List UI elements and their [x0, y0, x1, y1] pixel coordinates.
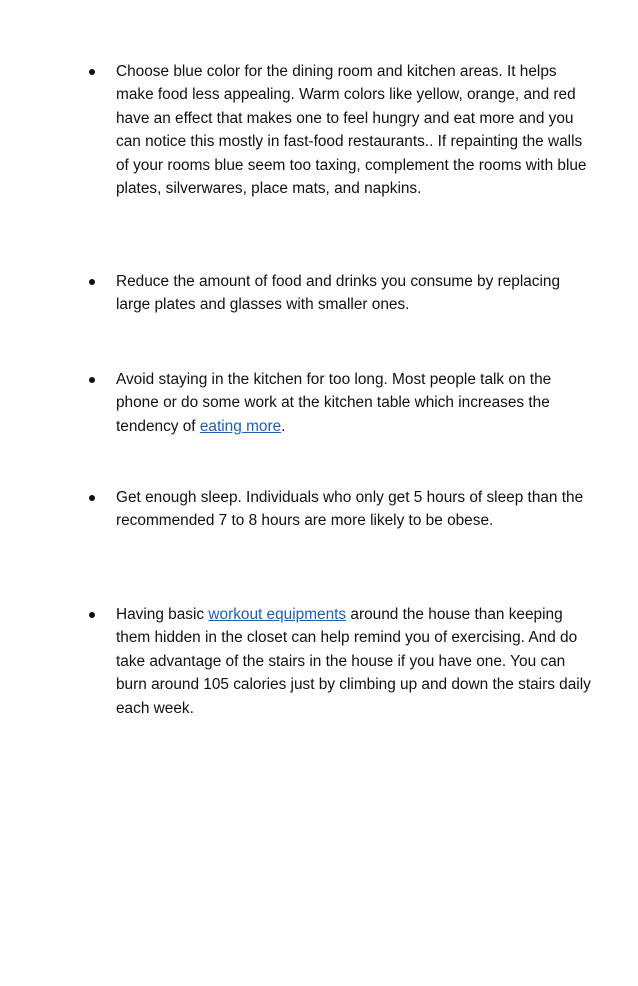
bullet-icon [89, 69, 95, 75]
bullet-text [116, 60, 596, 200]
bullet-text [116, 603, 596, 720]
bullet-text-after-link: around the house than keeping them hidden in the closet can help remind you of exercising. And do take advantage of the stairs in the house if you have one. You can burn around 105 calories just by climbing up and down the stairs daily each week. [116, 606, 591, 717]
bullet-text-content: Get enough sleep. Individuals who only get 5 hours of sleep than the recommended 7 to 8 hours are more likely to be obese. [116, 489, 584, 530]
bullet-text-content: Reduce the amount of food and drinks you consume by replacing large plates and glasses with smaller ones. [116, 273, 561, 314]
bullet-text [116, 486, 596, 533]
bullet-text-before-link: Having basic [116, 606, 209, 623]
bullet-icon [89, 612, 95, 618]
bullet-text-after-link: . [281, 417, 286, 435]
bullet-icon [89, 279, 95, 285]
workout-equipments-link[interactable]: workout equipments [208, 606, 347, 623]
bullet-icon [89, 377, 95, 383]
bullet-text-content: Choose blue color for the dining room and kitchen areas. It helps make food less appealing. Warm colors like yellow, orange, and red have an effect that makes one to feel hungry and eat more and you can notice this mostly in fast-food restaurants.. If repainting the walls of your rooms blue seem too taxing, complement the rooms with blue plates, silverwares, place mats, and napkins. [116, 63, 587, 198]
eating-more-link[interactable]: eating more [199, 417, 282, 435]
bullet-text [116, 368, 596, 438]
bullet-text-before-link: Avoid staying in the kitchen for too long. Most people talk on the phone or do some work at the kitchen table which increases the tendency of [116, 371, 552, 435]
bullet-text [116, 270, 596, 317]
bullet-icon [89, 495, 95, 501]
